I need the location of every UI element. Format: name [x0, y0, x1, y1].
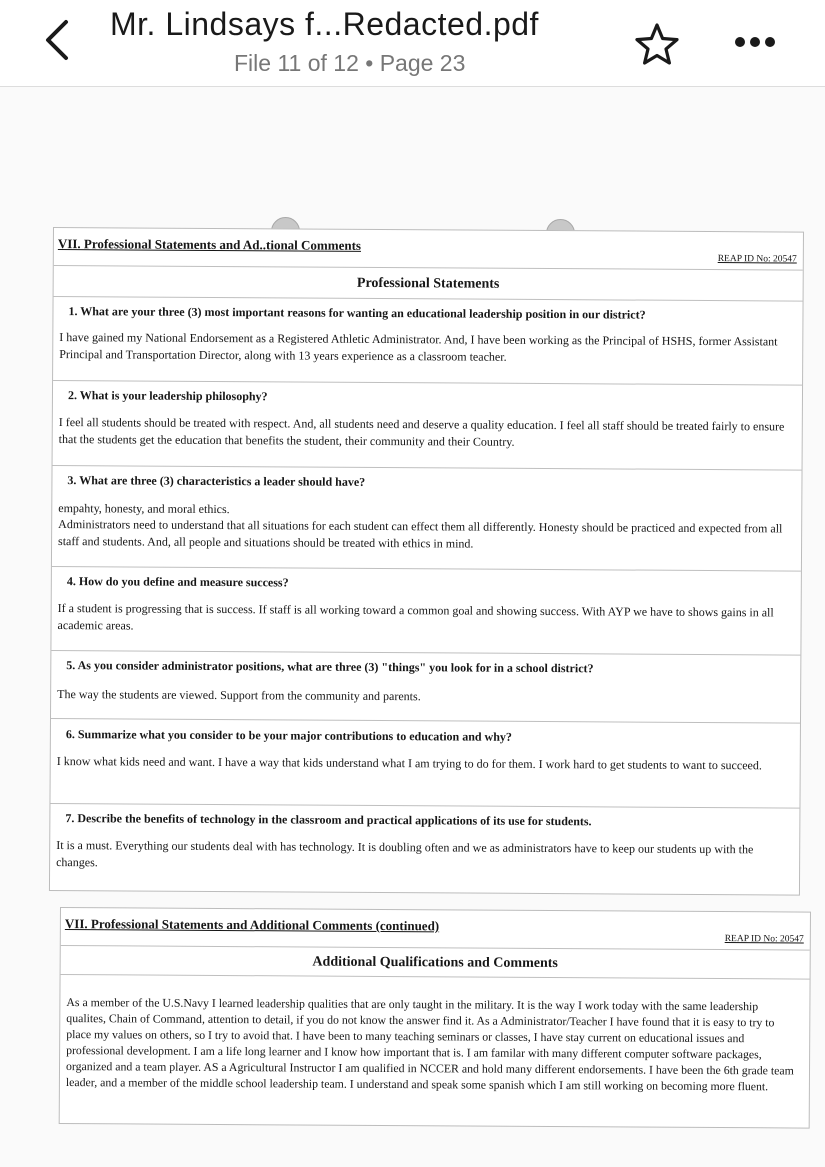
answer-3-traits: empahty, honesty, and moral ethics. — [58, 501, 230, 517]
divider — [50, 803, 799, 809]
section-heading: Additional Qualifications and Comments — [312, 954, 558, 972]
question-4: 4. How do you define and measure success? — [66, 574, 289, 590]
divider — [61, 945, 810, 951]
answer-6: I know what kids need and want. I have a way that kids understand what I am trying to do for them. I work hard to get students to want to succeed. — [56, 754, 762, 773]
divider — [61, 974, 810, 980]
file-title: Mr. Lindsays f...Redacted.pdf — [110, 6, 539, 42]
section-title: VII. Professional Statements and Additional Comments (continued) — [64, 916, 440, 934]
divider — [51, 718, 800, 724]
professional-statements-section — [49, 227, 804, 896]
answer-1: I have gained my National Endorsement as a Registered Athletic Administrator. And, I have been working as the Principal of HSHS, former Assistant Principal and Transportation Director, along with 13 years experience as a classroom teacher. — [59, 330, 778, 364]
additional-comments-section — [59, 907, 811, 1129]
star-outline-icon — [634, 22, 680, 66]
question-5: 5. As you consider administrator positions, what are three (3) "things" you look for in a school district? — [66, 658, 594, 676]
section-heading: Professional Statements — [356, 275, 500, 292]
answer-5: The way the students are viewed. Support from the community and parents. — [57, 687, 421, 704]
divider — [53, 380, 802, 386]
answer-7: It is a must. Everything our students deal with has technology. It is doubling often and we as administrators have to keep our students up with the changes. — [56, 838, 754, 870]
reap-id: REAP ID No: 20547 — [724, 934, 804, 945]
answer-4: If a student is progressing that is success. If staff is all working toward a common goal and showing success. With AYP we have to shows gains in all academic areas. — [57, 601, 774, 633]
question-1: 1. What are your three (3) most important reasons for wanting an educational leadership position in our district? — [68, 304, 646, 322]
ellipsis-icon — [732, 30, 778, 54]
question-7: 7. Describe the benefits of technology in the classroom and practical applications of its use for students. — [65, 811, 592, 829]
divider — [52, 566, 801, 572]
back-button[interactable] — [38, 16, 78, 64]
answer-3: Administrators need to understand that all situations for each student can effect them all differently. Honesty should be practiced and expected from all staff and students. And, all people and situations should be treated with ethics in mind. — [58, 517, 783, 551]
section-title: VII. Professional Statements and Ad..tional Comments — [57, 236, 362, 253]
divider — [54, 265, 803, 271]
question-2: 2. What is your leadership philosophy? — [67, 388, 268, 404]
divider — [53, 465, 802, 471]
question-3: 3. What are three (3) characteristics a leader should have? — [67, 473, 366, 489]
favorite-button[interactable] — [634, 22, 680, 66]
file-position: File 11 of 12 • Page 23 — [234, 50, 466, 76]
comments-body: As a member of the U.S.Navy I learned leadership qualities that are only taught in the military. It is the way I work today with the same leadership qualites, Chain of Command, attention to detail, if you do not know the answer find it. As a Administrator/Teacher I have found that it is easy to try to place my values on others, so I try to avoid that. I have been to many teaching seminars or classes, I have stay current on educational issues and professional development. I am a life long learner and I know how important that is. I am familar with many different computer software packages, organized and a team player. AS a Agricultural Instructor I am qualified in NCCER and hold many different endorsements. I have been the 6th grade team leader, and a member of the middle school leadership team. I understand and speak some spanish which I am still working on becoming more fluent. — [65, 995, 794, 1094]
reap-id: REAP ID No: 20547 — [717, 254, 797, 265]
chevron-left-icon — [38, 16, 78, 64]
viewer-header — [0, 0, 825, 87]
divider — [51, 650, 800, 656]
answer-2: I feel all students should be treated with respect. And, all students need and deserve a quality education. I feel all staff should be treated fairly to ensure that the students get the education that benefits the student, their community and their Country. — [58, 415, 785, 449]
more-options-button[interactable] — [732, 30, 778, 54]
divider — [54, 296, 803, 302]
question-6: 6. Summarize what you consider to be your major contributions to education and why? — [65, 727, 512, 744]
